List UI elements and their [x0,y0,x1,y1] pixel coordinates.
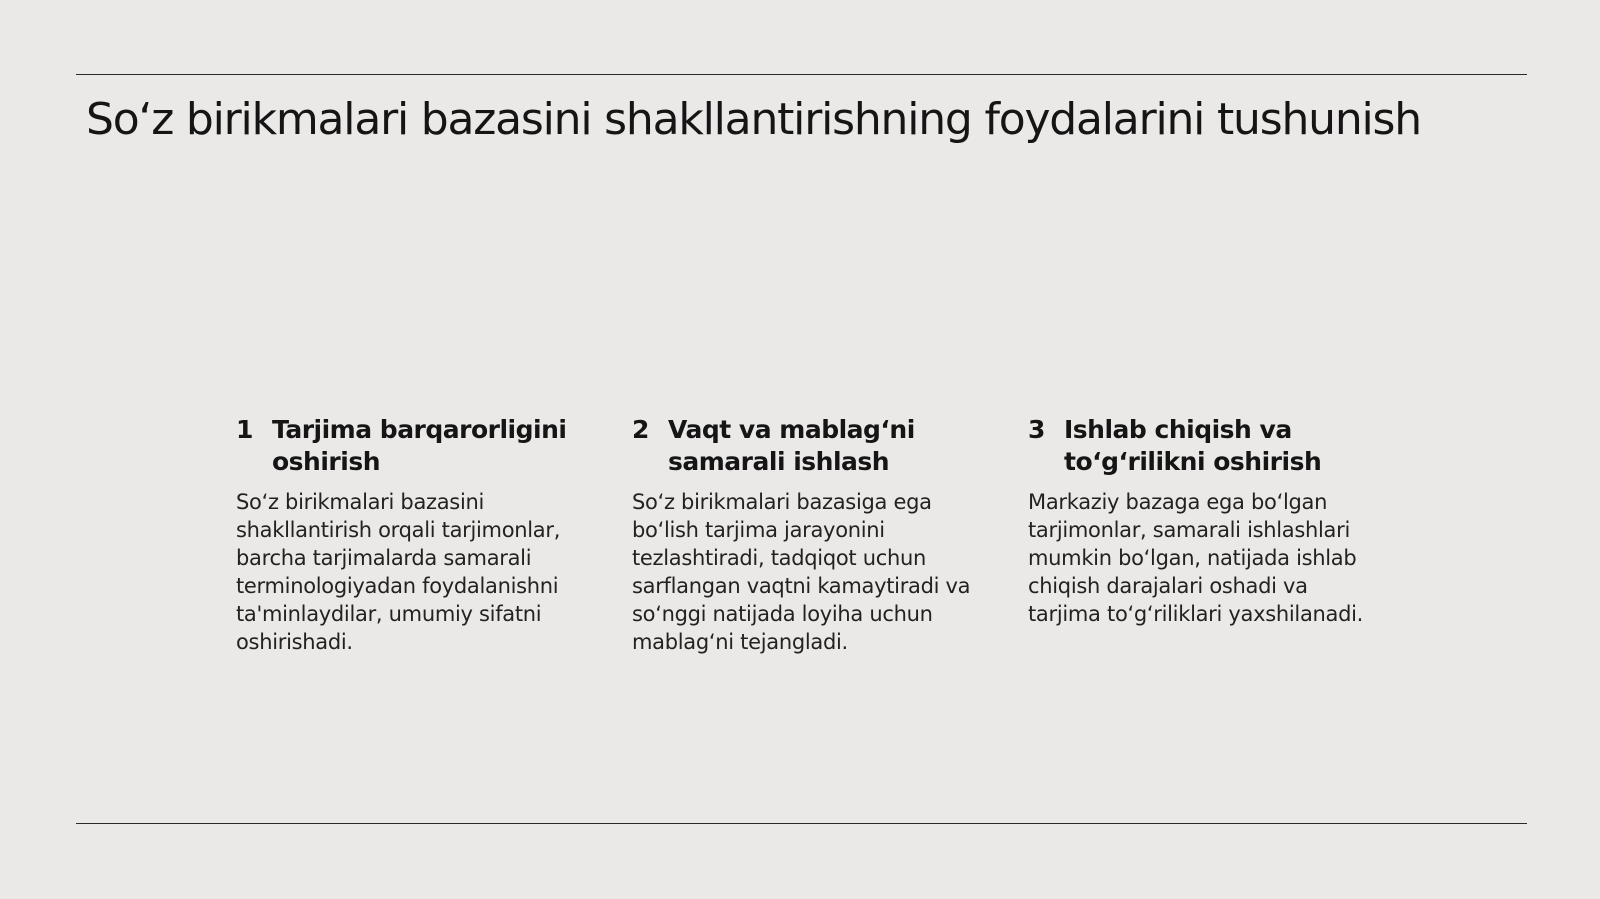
benefit-heading [236,414,576,478]
top-divider [76,74,1527,75]
benefit-number: 1 [236,415,253,444]
benefit-list [236,414,1416,694]
benefit-number: 2 [632,415,649,444]
benefit-item-3 [1028,414,1368,628]
benefit-heading [632,414,972,478]
bottom-divider [76,823,1527,824]
benefit-heading [1028,414,1368,478]
benefit-heading-text: Ishlab chiqish va to‘g‘rilikni oshirish [1064,415,1322,476]
benefit-body: So‘z birikmalari bazasini shakllantirish orqali tarjimonlar, barcha tarjimalarda samarali terminologiyadan foydalanishni ta'minlaydilar, umumiy sifatni oshirishadi. [236,490,561,654]
benefit-heading-text: Vaqt va mablag‘ni samarali ishlash [668,415,915,476]
benefit-item-1 [236,414,576,656]
benefit-body: Markaziy bazaga ega bo‘lgan tarjimonlar, samarali ishlashlari mumkin bo‘lgan, natijada ishlab chiqish darajalari oshadi va tarjima to‘g‘riliklari yaxshilanadi. [1028,490,1364,626]
benefit-heading-text: Tarjima barqarorligini oshirish [272,415,567,476]
benefit-body: So‘z birikmalari bazasiga ega bo‘lish tarjima jarayonini tezlashtiradi, tadqiqot uchun sarflangan vaqtni kamaytiradi va so‘nggi natijada loyiha uchun mablag‘ni tejangladi. [632,490,971,654]
benefit-number: 3 [1028,415,1045,444]
benefit-item-2 [632,414,972,656]
slide-title: So‘z birikmalari bazasini shakllantirishning foydalarini tushunish [86,94,1421,145]
